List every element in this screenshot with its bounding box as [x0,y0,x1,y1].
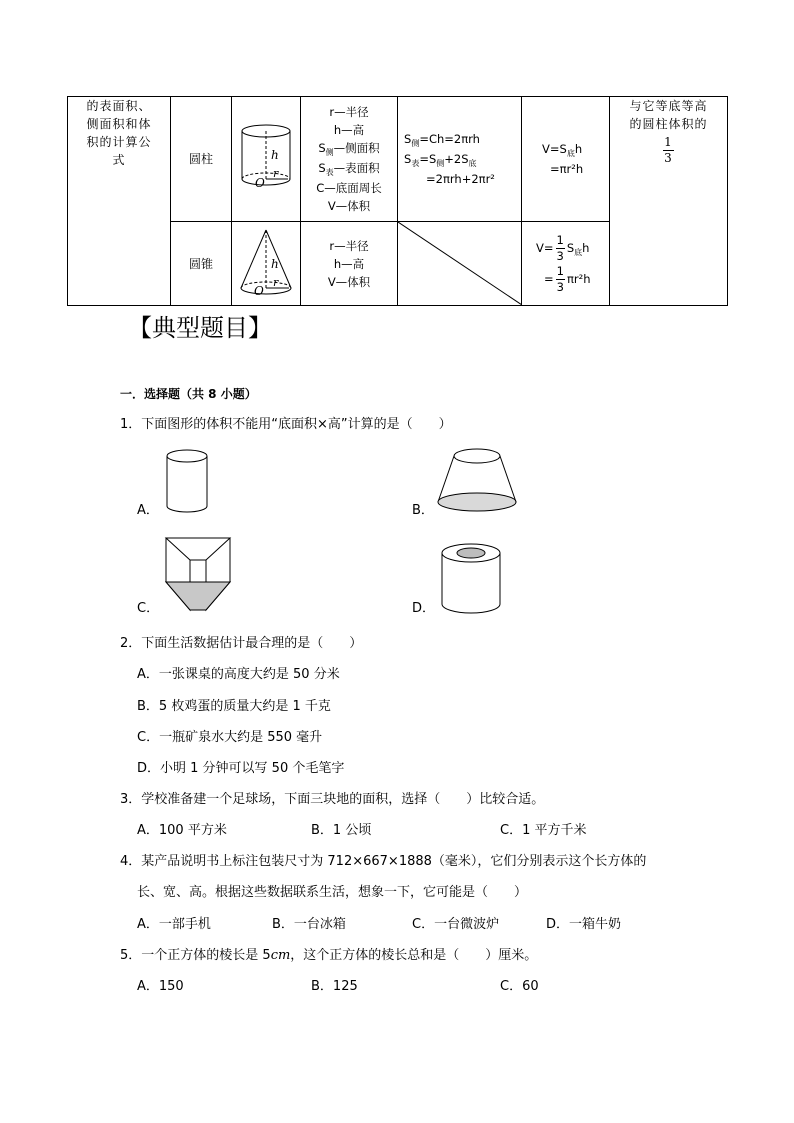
q1-option-a-label: A． [137,503,159,518]
q4-option-a: A．一部手机 [137,917,211,932]
cone-o-label: O [254,284,264,298]
question-4-text: 4．某产品说明书上标注包装尺寸为 712×667×1888（毫米），它们分别表示这个长方体的 [120,854,647,869]
cylinder-area-formulas: $S_侧=Ch=2\pi rh$ $S_表=S_侧+2S_底$ =2πrh+2πr² [398,97,522,222]
part-heading: 一．选择题（共 8 小题） [120,387,257,401]
q1-hollow-cylinder-figure [438,540,504,616]
section-title: 【典型题目】 [128,314,272,342]
q4-option-c: C．一台微波炉 [412,917,500,932]
cylinder-symbols: r—半径 h—高 $S_侧—$侧面积 $S_表—$表面积 C—底面周长 V—体积 [301,97,398,222]
question-2-text: 2．下面生活数据估计最合理的是（ ） [120,636,363,651]
diagonal-slash [398,222,522,305]
question-3-text: 3．学校准备建一个足球场，下面三块地的面积，选择（ ）比较合适。 [120,792,545,807]
q1-prism-figure [162,536,234,614]
cylinder-figure [233,117,299,197]
cone-symbols: r—半径 h—高 V—体积 [301,222,398,306]
q3-option-b: B．1 公顷 [311,823,372,838]
table-left-label: 的表面积、 侧面积和体 积的计算公 式 [68,97,171,306]
cylinder-o-label: O [255,175,265,190]
q2-option-b: B．5 枚鸡蛋的质量大约是 1 千克 [137,699,331,714]
cone-name: 圆锥 [171,222,232,306]
cone-volume-formulas: V= $\frac{1}{3}$ $S_底h$ = $\frac{1}{3}$ πr²h [522,222,610,306]
q3-option-a: A．100 平方米 [137,823,227,838]
q3-option-c: C．1 平方千米 [500,823,587,838]
q2-option-d: D．小明 1 分钟可以写 50 个毛笔字 [137,761,345,776]
q5-option-b: B．125 [311,979,358,994]
relation-cell: 与它等底等高 的圆柱体积的 $\frac{1}{3}$ [610,97,728,306]
cylinder-volume-formulas: $V=S_底h$ =πr²h [522,97,610,222]
cone-h-label: h [271,257,279,271]
q1-option-d-label: D． [412,601,436,616]
cylinder-figure-cell [232,97,301,222]
q1-frustum-figure [434,446,520,518]
q1-option-c-label: C． [137,601,160,616]
q2-option-c: C．一瓶矿泉水大约是 550 毫升 [137,730,323,745]
formula-table [67,96,728,306]
q2-option-a: A．一张课桌的高度大约是 50 分米 [137,667,340,682]
question-5-text: 5．一个正方体的棱长是 5cm，这个正方体的棱长总和是（ ）厘米。 [120,948,538,963]
question-1-text: 1．下面图形的体积不能用“底面积×高”计算的是（ ） [120,417,452,432]
q4-option-d: D．一箱牛奶 [546,917,622,932]
question-4-text-cont: 长、宽、高。根据这些数据联系生活，想象一下，它可能是（ ） [137,885,528,900]
cone-figure-cell [232,222,301,306]
q5-option-a: A．150 [137,979,184,994]
cone-area-cell [398,222,522,306]
q4-option-b: B．一台冰箱 [272,917,346,932]
q1-option-b-label: B． [412,503,434,518]
cylinder-name: 圆柱 [171,97,232,222]
cylinder-h-label: h [271,147,279,162]
q5-option-c: C．60 [500,979,539,994]
cone-r-label: r [273,276,279,289]
q1-cylinder-figure [160,446,216,518]
cone-figure [233,222,299,300]
cylinder-r-label: r [273,166,279,180]
